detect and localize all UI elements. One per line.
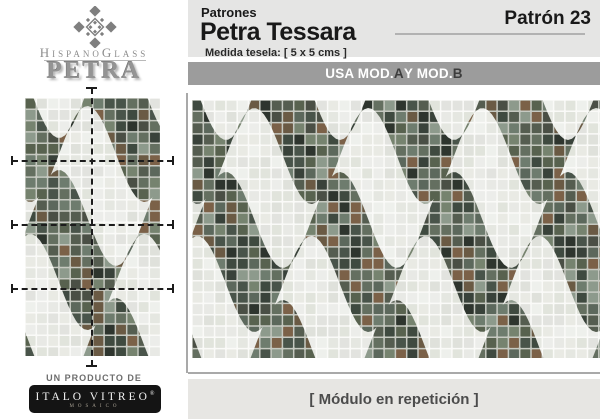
producer-subtitle: MOSAICO (69, 403, 121, 409)
brand-name: HispanoGlass (39, 45, 149, 60)
tile-measure: Medida tesela: [ 5 x 5 cms ] (205, 47, 347, 59)
right-panel (188, 0, 600, 419)
diamond-ornament-icon (64, 6, 126, 48)
left-panel (0, 0, 188, 419)
producer-name: ITALO VITREO® (35, 390, 155, 403)
measure-cap (172, 156, 174, 165)
usage-text: Y MOD. (403, 66, 453, 81)
repeated-pattern-mosaic (192, 100, 600, 358)
measure-cap (11, 284, 13, 293)
measure-cap (172, 284, 174, 293)
header-block (188, 0, 600, 57)
brand-logo-petra: PETRA (46, 57, 142, 84)
page-title: Petra Tessara (200, 18, 356, 46)
usage-mod-a: A (393, 66, 404, 81)
measure-line-horizontal (12, 224, 173, 226)
pattern-bottom-rule (188, 372, 600, 374)
caption-text: [ Módulo en repetición ] (309, 390, 479, 408)
caption-bar (188, 379, 600, 419)
header-divider-line (395, 33, 585, 35)
measure-cap (11, 156, 13, 165)
pattern-code: Patrón 23 (504, 8, 591, 29)
panel-divider-vertical (186, 93, 188, 373)
header-category: Patrones (201, 5, 257, 20)
registered-mark: ® (149, 391, 155, 398)
usage-mod-b: B (452, 66, 463, 81)
producer-label: UN PRODUCTO DE (46, 373, 142, 383)
measure-line-horizontal (12, 160, 173, 162)
usage-text: USA MOD. (325, 66, 394, 81)
measure-line-horizontal (12, 288, 173, 290)
measure-cap (86, 365, 97, 367)
measure-cap (11, 220, 13, 229)
measure-line-vertical (91, 88, 93, 366)
producer-logo-box (29, 385, 161, 413)
measure-cap (86, 87, 97, 89)
measure-cap (172, 220, 174, 229)
usage-bar (188, 62, 600, 85)
